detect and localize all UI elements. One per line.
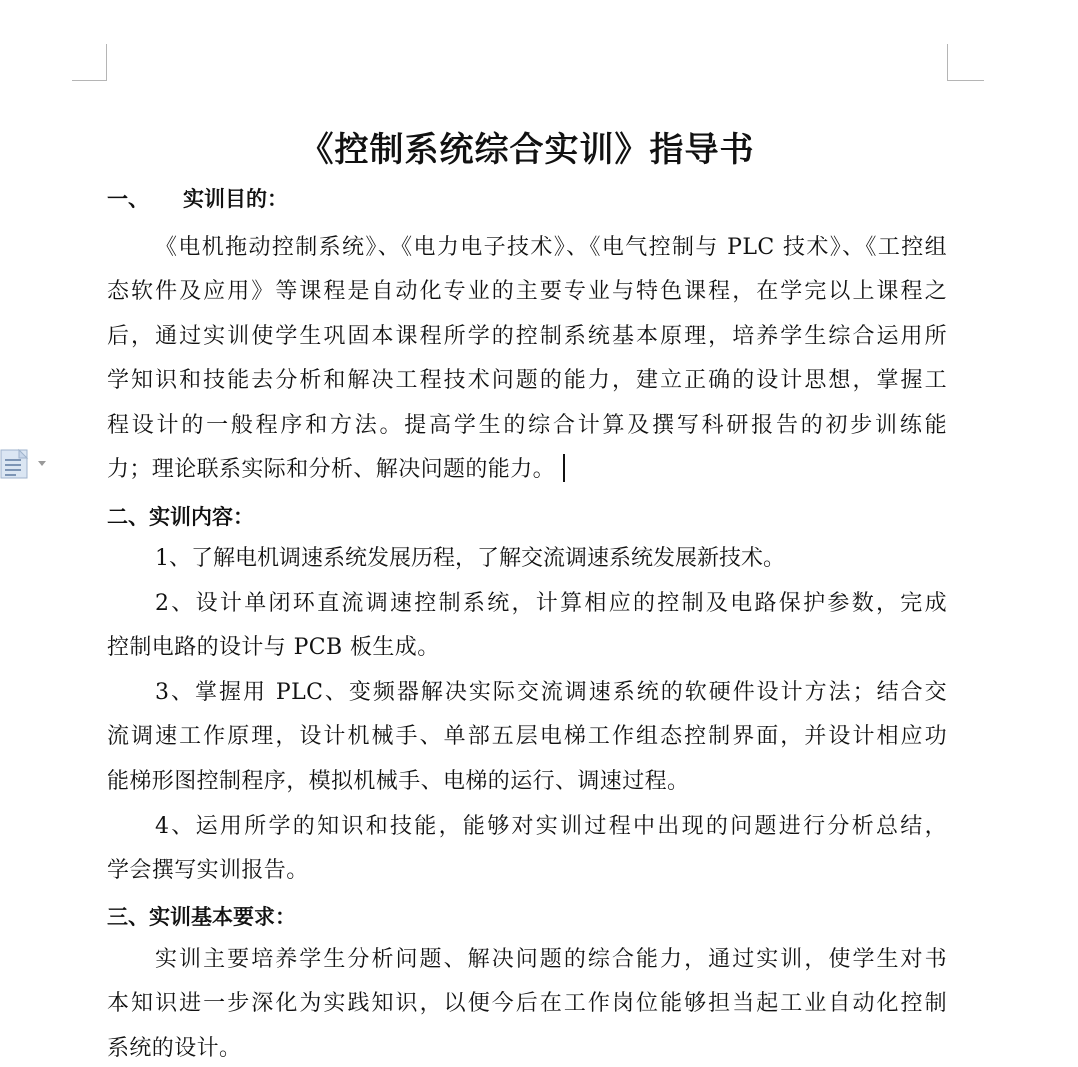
text-cursor: [563, 454, 565, 482]
chevron-down-icon: [38, 461, 46, 466]
page-crop-mark-top-right: [947, 44, 984, 81]
section-heading-3: [107, 902, 296, 932]
text-line: 程设计的一般程序和方法。提高学生的综合计算及撰写科研报告的初步训练能: [107, 412, 947, 438]
text-line: 4、运用所学的知识和技能，能够对实训过程中出现的问题进行分析总结，: [155, 814, 947, 839]
section-number: 二、: [107, 504, 149, 529]
paragraph-purpose: [107, 226, 947, 492]
text-line: 系统的设计。: [107, 1035, 242, 1061]
text-line: 《电机拖动控制系统》、《电力电子技术》、《电气控制与 PLC 技术》、《工控组: [155, 235, 947, 260]
text-line: 力；理论联系实际和分析、解决问题的能力。: [107, 457, 556, 483]
text-line: 本知识进一步深化为实践知识，以便今后在工作岗位能够担当起工业自动化控制: [107, 991, 947, 1017]
content-item-3: [107, 671, 947, 804]
text-line: 2、设计单闭环直流调速控制系统，计算相应的控制及电路保护参数，完成: [155, 591, 947, 616]
page-title: 《控制系统综合实训》指导书: [299, 130, 755, 170]
text-line: 学会撰写实训报告。: [107, 858, 309, 884]
section-heading-1: [107, 184, 288, 214]
section-heading-2: [107, 502, 254, 532]
text-line: 后，通过实训使学生巩固本课程所学的控制系统基本原理，培养学生综合运用所: [107, 323, 947, 349]
section-number: 三、: [107, 904, 149, 929]
text-line: 1、了解电机调速系统发展历程，了解交流调速系统发展新技术。: [155, 546, 785, 571]
section-number: 一、: [107, 186, 149, 211]
section-title: 实训内容：: [149, 504, 254, 529]
section-title: 实训目的：: [183, 186, 288, 211]
text-line: 能梯形图控制程序，模拟机械手、电梯的运行、调速过程。: [107, 768, 690, 794]
paragraph-requirements: [107, 938, 947, 1067]
paragraph-layout-icon[interactable]: [0, 447, 54, 481]
text-line: 3、掌握用 PLC、变频器解决实际交流调速系统的软硬件设计方法；结合交: [155, 680, 947, 705]
text-line: 控制电路的设计与 PCB 板生成。: [107, 635, 440, 661]
text-line: 学知识和技能去分析和解决工程技术问题的能力，建立正确的设计思想，掌握工: [107, 368, 947, 394]
text-line: 流调速工作原理，设计机械手、单部五层电梯工作组态控制界面，并设计相应功: [107, 724, 947, 750]
content-item-4: [107, 805, 947, 894]
content-item-2: [107, 582, 947, 671]
section-title: 实训基本要求：: [149, 904, 296, 929]
text-line: 实训主要培养学生分析问题、解决问题的综合能力，通过实训，使学生对书: [155, 947, 947, 972]
content-item-1: [107, 537, 947, 581]
text-line: 态软件及应用》等课程是自动化专业的主要专业与特色课程，在学完以上课程之: [107, 279, 947, 305]
page-crop-mark-top-left: [72, 44, 107, 81]
